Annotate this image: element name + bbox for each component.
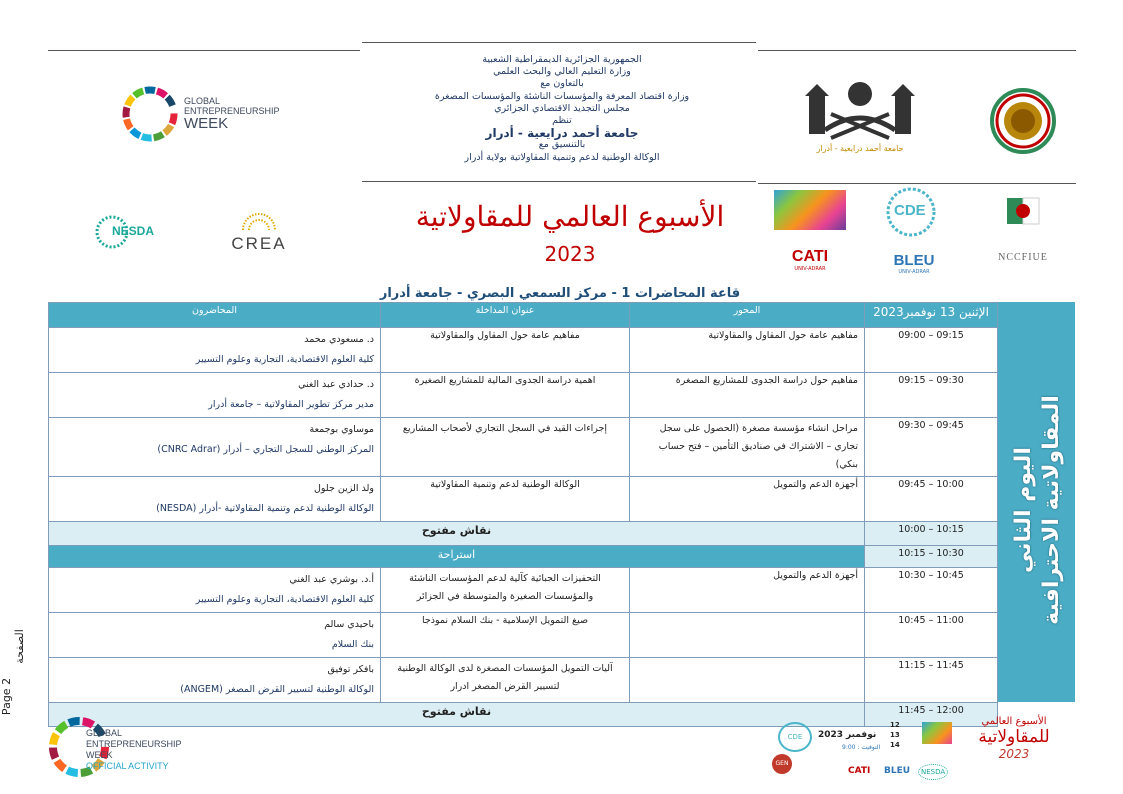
- header-line: وزارة اقتصاد المعرفة والمؤسسات الناشئة والمؤسسات المصغرة: [434, 90, 690, 102]
- footer-title: [964, 716, 1064, 761]
- crea-logo: [224, 206, 294, 258]
- speaker-affiliation: الوكالة الوطنية لدعم وتنمية المقاولاتية -أدرار (NESDA): [156, 503, 374, 514]
- footer-day: 13: [890, 731, 900, 739]
- nccfiue-label: NCCFIUE: [998, 252, 1048, 263]
- gew-line: WEEK: [184, 115, 229, 132]
- speaker-affiliation: بنك السلام: [331, 639, 374, 650]
- header-line: بالتنسيق مع: [538, 139, 586, 151]
- time-cell: 10:30 – 10:45: [865, 568, 998, 613]
- gew-ring-icon: [120, 84, 180, 144]
- cde-logo: [880, 186, 946, 242]
- page-title: الأسبوع العالمي للمقاولاتية: [415, 200, 725, 233]
- sidebar-text: [1010, 310, 1066, 710]
- speaker-cell: [49, 613, 381, 658]
- axis-cell: [630, 613, 865, 658]
- cde-label: CDE: [894, 202, 926, 219]
- footer-title-line1: الأسبوع العالمي: [981, 716, 1047, 727]
- topic-cell: آليات التمويل المؤسسات المصغرة لدى الوكالة الوطنية لتسيير القرض المصغر ادرار: [381, 658, 630, 703]
- footer-time: التوقيت : 9:00: [842, 744, 881, 751]
- footer-day: 14: [890, 741, 900, 749]
- page-number: Page 2: [0, 677, 14, 716]
- speaker-cell: [49, 568, 381, 613]
- gew-official-logo: [46, 714, 266, 786]
- schedule-table: [48, 302, 998, 727]
- speaker-name: أ.د. بوشري عبد الغني: [289, 574, 374, 585]
- speaker-name: د. مسعودي محمد: [304, 334, 374, 345]
- topic-cell: الوكالة الوطنية لدعم وتنمية المقاولاتية: [381, 477, 630, 522]
- speaker-affiliation: مدير مركز تطوير المقاولاتية – جامعة أدرار: [208, 399, 374, 410]
- header-line: مجلس التجديد الاقتصادي الجزائري: [494, 102, 630, 114]
- axis-cell: مفاهيم عامة حول المقاول والمقاولاتية: [630, 328, 865, 373]
- footer-title-year: 2023: [998, 747, 1030, 761]
- gew-official-activity: OFFICIAL ACTIVITY: [86, 761, 169, 771]
- footer-gen: [772, 754, 792, 774]
- topic-cell: مفاهيم عامة حول المقاول والمقاولاتية: [381, 328, 630, 373]
- speaker-affiliation: كلية العلوم الاقتصادية، التجارية وعلوم التسيير: [195, 354, 374, 365]
- topic-cell: إجراءات القيد في السجل التجاري لأصحاب المشاريع: [381, 418, 630, 477]
- time-cell: 11:45 – 12:00: [865, 703, 998, 727]
- header-line: الجمهورية الجزائرية الديمقراطية الشعبية: [482, 54, 642, 65]
- time-cell: 09:45 – 10:00: [865, 477, 998, 522]
- time-cell: 09:00 – 09:15: [865, 328, 998, 373]
- footer-day: 12: [890, 721, 900, 729]
- sidebar-day: اليوم الثاني: [1011, 447, 1036, 573]
- bleu-label: BLEU: [893, 252, 935, 269]
- footer-gen-label: GEN: [775, 760, 789, 767]
- sidebar-theme: المقاولاتية الاحترافية: [1039, 395, 1064, 625]
- break-row: [49, 546, 998, 568]
- speaker-name: موساوي بوجمعة: [309, 424, 374, 435]
- gew-logo: [120, 84, 290, 154]
- cati-label: CATI: [791, 248, 829, 265]
- topic-cell: اهمية دراسة الجدوى المالية للمشاريع الصغيرة: [381, 373, 630, 418]
- footer-days: [890, 720, 900, 750]
- page-label: [0, 629, 42, 740]
- time-cell: 11:15 – 11:45: [865, 658, 998, 703]
- header-block: [362, 54, 762, 164]
- footer-bleu: BLEU: [884, 766, 911, 776]
- nccfiue-flag-icon: [1001, 196, 1045, 228]
- table-row: [49, 477, 998, 522]
- discussion-row: [49, 522, 998, 546]
- footer-cde: [778, 722, 812, 752]
- cati-image: [774, 190, 846, 230]
- discussion-label: نقاش مفتوح: [49, 703, 865, 727]
- footer-cde-label: CDE: [787, 733, 803, 741]
- speaker-cell: [49, 373, 381, 418]
- header-date: الإثنين 13 نوفمبر2023: [865, 303, 998, 328]
- gew-line: ENTREPRENEURSHIP: [184, 106, 280, 116]
- gew-official-line: WEEK: [86, 750, 113, 760]
- university-emblem-icon: [795, 68, 925, 142]
- topic-cell: التحفيزات الجبائية كآلية لدعم المؤسسات الناشئة والمؤسسات الصغيرة والمتوسطة في الجزائر: [381, 568, 630, 613]
- cati-logo: [772, 190, 848, 274]
- table-row: [49, 613, 998, 658]
- gew-line: GLOBAL: [184, 96, 221, 106]
- crea-sun-icon: [239, 206, 279, 230]
- speaker-cell: [49, 477, 381, 522]
- axis-cell: أجهزة الدعم والتمويل: [630, 568, 865, 613]
- table-row: [49, 418, 998, 477]
- axis-cell: مفاهيم حول دراسة الجدوى للمشاريع المصغرة: [630, 373, 865, 418]
- gew-official-line: GLOBAL: [86, 728, 123, 738]
- axis-cell: مراحل انشاء مؤسسة مصغرة (الحصول على سجل تجاري – الاشتراك في صناديق التأمين – فتح حساب بنكي): [630, 418, 865, 477]
- nccfiue-logo: [988, 196, 1058, 262]
- header-axis: المحور: [630, 303, 865, 328]
- table-header-row: [49, 303, 998, 328]
- header-line: الوكالة الوطنية لدعم وتنمية المقاولاتية بولاية أدرار: [464, 151, 660, 163]
- speaker-cell: [49, 658, 381, 703]
- seal-logo: [988, 86, 1058, 156]
- nesda-label: NESDA: [112, 224, 155, 238]
- time-cell: 09:15 – 09:30: [865, 373, 998, 418]
- footer-title-line2: للمقاولاتية: [978, 727, 1050, 747]
- discussion-label: نقاش مفتوح: [49, 522, 865, 546]
- footer-year: 2023: [818, 730, 844, 740]
- speaker-name: ولد الزين جلول: [314, 483, 374, 494]
- table-row: [49, 568, 998, 613]
- bleu-sublabel: UNIV-ADRAR: [898, 269, 930, 275]
- footer-cati-image: [922, 722, 952, 744]
- seal-icon: [988, 86, 1058, 156]
- speaker-affiliation: المركز الوطني للسجل التجاري – أدرار (CNRC Adrar): [157, 444, 374, 455]
- header-speakers: المحاضرون: [49, 303, 381, 328]
- page-label-ar: الصفحة: [12, 629, 26, 664]
- speaker-cell: [49, 418, 381, 477]
- nesda-logo: [94, 212, 174, 256]
- speaker-name: د. حدادي عبد الغني: [298, 379, 374, 390]
- header-line: بالتعاون مع: [540, 78, 584, 90]
- crea-label: CREA: [231, 234, 287, 253]
- day-sidebar: [998, 302, 1075, 702]
- axis-cell: [630, 658, 865, 703]
- header-line: وزارة التعليم العالي والبحث العلمي: [493, 66, 631, 78]
- footer-nesda: NESDA: [918, 764, 948, 780]
- speaker-name: بافكر توفيق: [327, 664, 374, 675]
- page-year: 2023: [544, 242, 596, 266]
- bleu-logo: [884, 252, 944, 275]
- speaker-name: باحيدي سالم: [324, 619, 374, 630]
- time-cell: 10:15 – 10:30: [865, 546, 998, 568]
- time-cell: 10:00 – 10:15: [865, 522, 998, 546]
- break-label: استراحة: [49, 546, 865, 568]
- footer-month: نوفمبر: [846, 730, 877, 740]
- header-line: تنظم: [552, 115, 572, 127]
- header-topic: عنوان المداخلة: [381, 303, 630, 328]
- time-cell: 10:45 – 11:00: [865, 613, 998, 658]
- table-row: [49, 328, 998, 373]
- time-cell: 09:30 – 09:45: [865, 418, 998, 477]
- university-caption: جامعة أحمد درايعية - أدرار: [816, 144, 904, 153]
- topic-cell: صيغ التمويل الإسلامية - بنك السلام نموذجا: [381, 613, 630, 658]
- speaker-affiliation: كلية العلوم الاقتصادية، التجارية وعلوم التسيير: [195, 594, 374, 605]
- gew-official-line: ENTREPRENEURSHIP: [86, 739, 182, 749]
- header-university: جامعة أحمد درايعية - أدرار: [485, 126, 639, 141]
- university-logo: [795, 68, 925, 158]
- table-row: [49, 373, 998, 418]
- speaker-affiliation: الوكالة الوطنية لتسيير القرض المصغر (ANGEM): [180, 684, 374, 695]
- axis-cell: أجهزة الدعم والتمويل: [630, 477, 865, 522]
- cati-sublabel: UNIV-ADRAR: [794, 266, 826, 272]
- table-row: [49, 658, 998, 703]
- hall-title: قاعة المحاضرات 1 - مركز السمعي البصري - جامعة أدرار: [379, 286, 741, 301]
- speaker-cell: [49, 328, 381, 373]
- footer-cati: CATI: [848, 766, 871, 776]
- footer-banner: [772, 714, 1072, 790]
